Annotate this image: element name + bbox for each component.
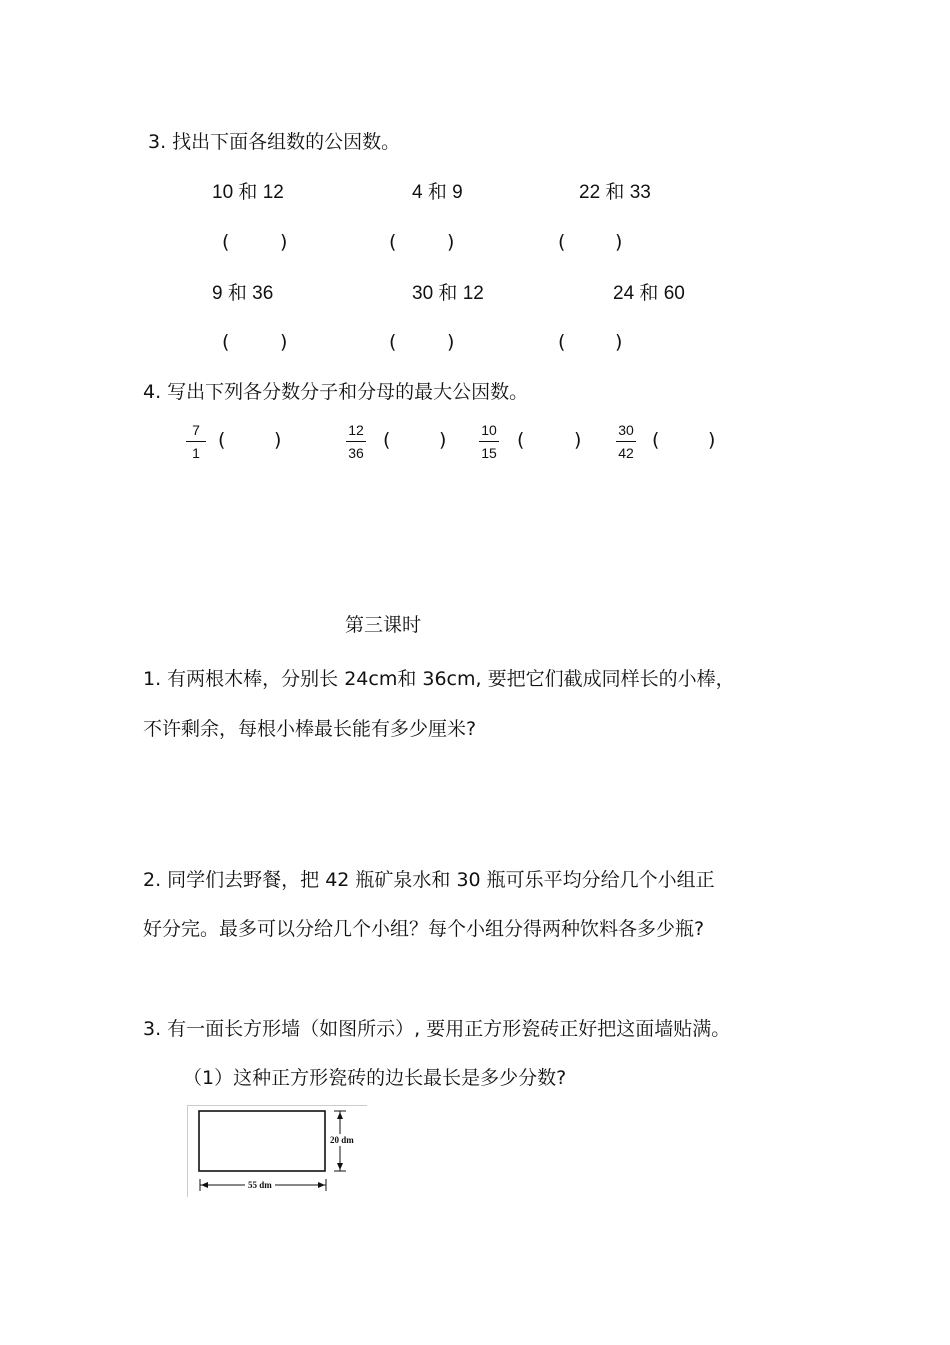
answer-paren-open: ( xyxy=(389,331,397,353)
answer-paren-close: ) xyxy=(447,231,455,253)
fraction-bar xyxy=(186,441,206,442)
height-arrow-up xyxy=(337,1112,343,1119)
answer-paren-close: ) xyxy=(280,331,288,353)
fraction-bar xyxy=(346,441,366,442)
denominator: 1 xyxy=(192,445,200,461)
pair-1: 10 和 12 xyxy=(212,182,284,203)
height-label: 20 dm xyxy=(330,1135,354,1145)
fraction-2 xyxy=(346,422,366,461)
pair-2: 4 和 9 xyxy=(412,182,463,203)
wall-diagram xyxy=(187,1105,369,1197)
width-arrow-right xyxy=(318,1182,325,1188)
answer-paren-open: ( xyxy=(222,231,230,253)
answer-paren-open: ( xyxy=(558,331,566,353)
fraction-bar xyxy=(479,441,499,442)
answer-paren-open: ( xyxy=(222,331,230,353)
numerator: 30 xyxy=(618,422,634,438)
answer-paren-open: ( xyxy=(558,231,566,253)
answer-paren-open: ( xyxy=(389,231,397,253)
answer-paren-close: ) xyxy=(274,429,282,451)
numerator: 10 xyxy=(481,422,497,438)
numerator: 7 xyxy=(192,422,200,438)
answer-paren-open: ( xyxy=(218,429,226,451)
wall-rectangle xyxy=(199,1111,325,1171)
denominator: 42 xyxy=(618,445,634,461)
width-label: 55 dm xyxy=(248,1180,272,1190)
answer-paren-close: ) xyxy=(708,429,716,451)
fraction-bar xyxy=(616,441,636,442)
answer-paren-close: ) xyxy=(280,231,288,253)
width-arrow-left xyxy=(201,1182,208,1188)
answer-paren-close: ) xyxy=(439,429,447,451)
answer-paren-open: ( xyxy=(517,429,525,451)
answer-paren-open: ( xyxy=(383,429,391,451)
pair-6: 24 和 60 xyxy=(613,283,685,304)
q4-title: 4. 写出下列各分数分子和分母的最大公因数。 xyxy=(143,381,529,403)
answer-paren-close: ) xyxy=(615,331,623,353)
fraction-4 xyxy=(616,422,636,461)
numerator: 12 xyxy=(348,422,364,438)
denominator: 36 xyxy=(348,445,364,461)
fraction-3 xyxy=(479,422,499,461)
section-title: 第三课时 xyxy=(345,614,422,636)
problem-1-line-1: 1. 有两根木棒，分别长 24cm和 36cm, 要把它们截成同样长的小棒， xyxy=(143,668,735,690)
problem-3-sub-1: （1）这种正方形瓷砖的边长最长是多少分数? xyxy=(183,1067,567,1089)
problem-3-line-1: 3. 有一面长方形墙（如图所示）, 要用正方形瓷砖正好把这面墙贴满。 xyxy=(143,1018,731,1040)
pair-4: 9 和 36 xyxy=(212,283,274,304)
problem-2-line-1: 2. 同学们去野餐，把 42 瓶矿泉水和 30 瓶可乐平均分给几个小组正 xyxy=(143,869,715,891)
answer-paren-close: ) xyxy=(574,429,582,451)
q3-title: 3. 找出下面各组数的公因数。 xyxy=(148,131,401,153)
answer-paren-close: ) xyxy=(447,331,455,353)
fraction-1 xyxy=(186,422,206,461)
pair-5: 30 和 12 xyxy=(412,283,484,304)
problem-1-line-2: 不许剩余，每根小棒最长能有多少厘米? xyxy=(143,718,477,740)
problem-2-line-2: 好分完。最多可以分给几个小组？每个小组分得两种饮料各多少瓶? xyxy=(143,918,705,940)
answer-paren-open: ( xyxy=(652,429,660,451)
height-arrow-down xyxy=(337,1163,343,1170)
denominator: 15 xyxy=(481,445,497,461)
pair-3: 22 和 33 xyxy=(579,182,651,203)
answer-paren-close: ) xyxy=(615,231,623,253)
